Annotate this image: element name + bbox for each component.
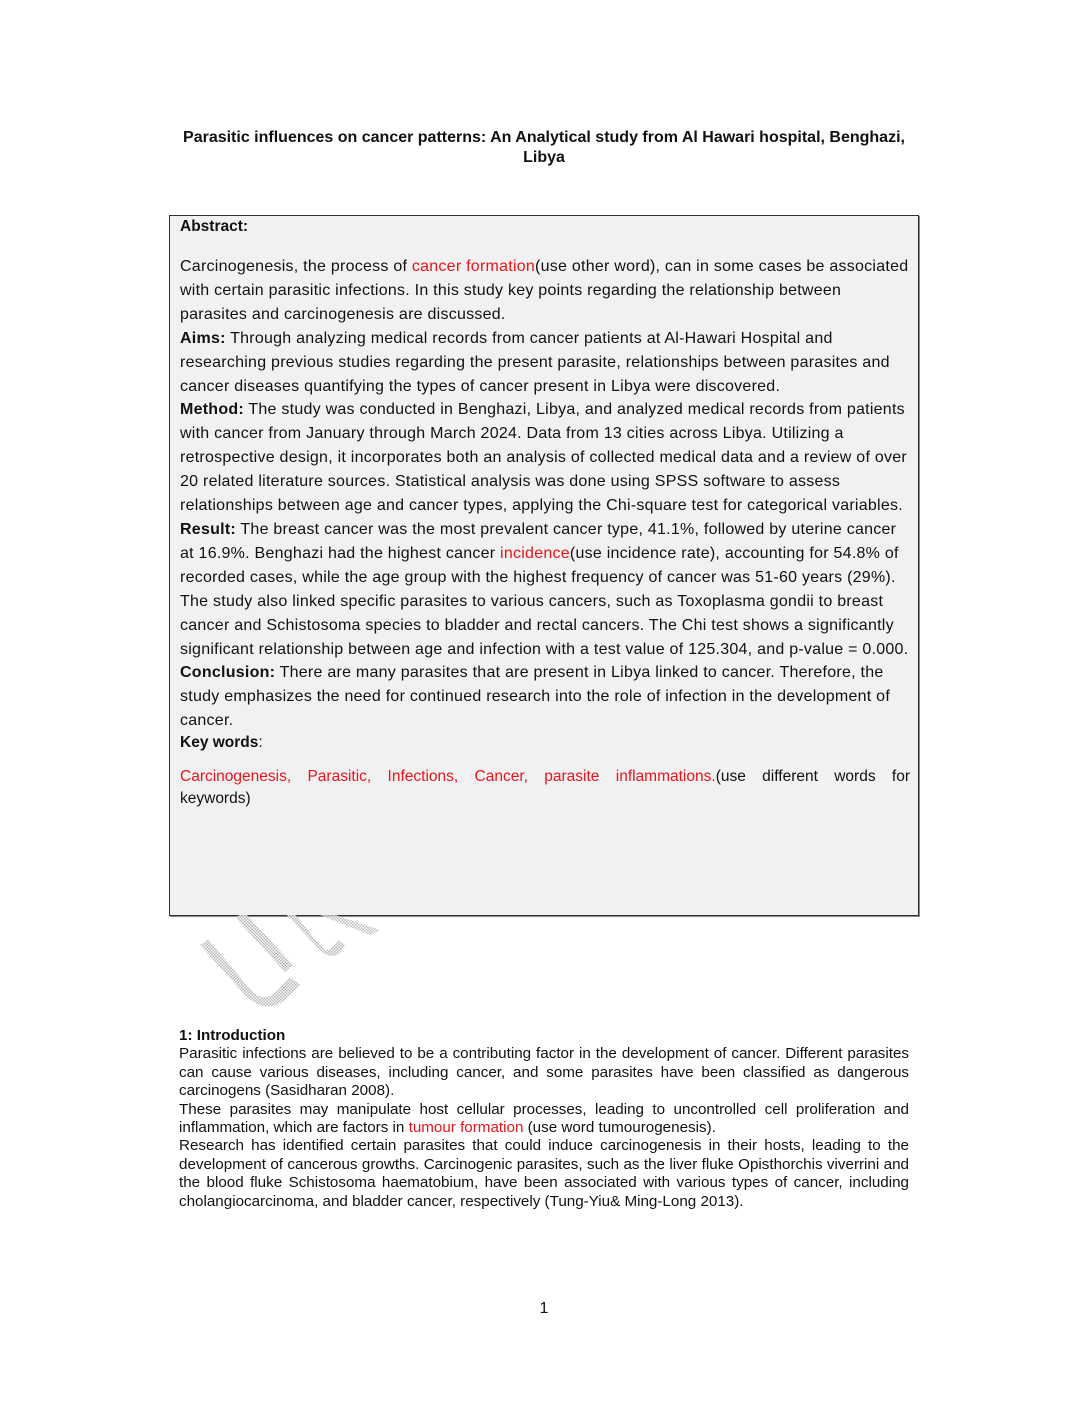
keywords-label: Key words (180, 734, 259, 752)
method-label: Method: (180, 401, 244, 419)
abstract-box (169, 215, 919, 916)
keywords-list: Carcinogenesis, Parasitic, Infections, Cancer, parasite inflammations. (180, 768, 716, 786)
text: The breast cancer was the most prevalent cancer type, 41.1%, followed by uterine cancer at 16.9%. Benghazi had the highest cancer (180, 520, 897, 562)
text: Carcinogenesis, the process of (180, 258, 412, 275)
keywords-heading (180, 733, 910, 753)
result-label: Result: (180, 520, 236, 538)
abstract-intro (180, 255, 910, 327)
abstract-heading: Abstract: (180, 218, 249, 235)
abstract-result (180, 518, 910, 661)
text: (use incidence rate), accounting for 54.8% of recorded cases, while the age group with the highest frequency of cancer was 51-60 years (29%). The study also linked specific parasites to various cancers, such as Toxoplasma gondii to breast cancer and Schistosoma species to bladder and rectal cancers. The Chi test shows a significantly significant relationship between age and infection with a test value of 125.304, and p-value = 0.000. (180, 544, 909, 658)
text: The study was conducted in Benghazi, Libya, and analyzed medical records from patients with cancer from January through March 2024. Data from 13 cities across Libya. Utilizing a retrospective design, it incorporates both an analysis of collected medical data and a review of over 20 related literature sources. Statistical analysis was done using SPSS software to assess relationships between age and cancer types, applying the Chi-square test for categorical variables. (180, 401, 907, 515)
introduction-section (179, 1027, 909, 1211)
abstract-conclusion (180, 661, 910, 733)
introduction-heading: 1: Introduction (179, 1027, 286, 1044)
text: (use word tumourogenesis). (523, 1119, 716, 1137)
watermark-logo (190, 915, 390, 1015)
highlighted-text: tumour formation (408, 1119, 524, 1137)
page-number: 1 (539, 1300, 549, 1317)
text: These parasites may manipulate host cellular processes, leading to uncontrolled cell proliferation and inflammation, which are factors in (179, 1100, 909, 1137)
conclusion-label: Conclusion: (180, 664, 276, 682)
highlighted-text: cancer formation (411, 258, 536, 275)
abstract-aims (180, 327, 910, 399)
keywords-note: (use different words for keywords) (180, 768, 910, 808)
aims-label: Aims: (180, 329, 226, 347)
text: Through analyzing medical records from cancer patients at Al-Hawari Hospital and researching previous studies regarding the present parasite, relationships between parasites and cancer diseases quantifying the types of cancer present in Libya were discovered. (180, 329, 890, 395)
text: There are many parasites that are present in Libya linked to cancer. Therefore, the study emphasizes the need for continued research into the role of infection in the development of cancer. (180, 664, 891, 730)
highlighted-text: incidence (500, 544, 570, 562)
intro-paragraph: Research has identified certain parasites that could induce carcinogenesis in their hosts, leading to the development of cancerous growths. Carcinogenic parasites, such as the liver fluke Opisthorchis viverrini and the blood fluke Schistosoma haematobium, have been associated with various types of cancer, including cholangiocarcinoma, and bladder cancer, respectively (Tung-Yiu& Ming-Long 2013). (179, 1137, 909, 1210)
abstract-body (180, 255, 910, 733)
intro-paragraph (179, 1101, 909, 1138)
abstract-method (180, 398, 910, 518)
paper-title: Parasitic influences on cancer patterns: An Analytical study from Al Hawari hospital, Benghazi, Libya (183, 129, 905, 166)
text: : (258, 734, 263, 752)
text: (use other word), can in some cases be associated with certain parasitic infections. In this study key points regarding the relationship between parasites and carcinogenesis are discussed. (180, 258, 909, 323)
keywords (180, 766, 910, 810)
intro-paragraph: Parasitic infections are believed to be a contributing factor in the development of cancer. Different parasites can cause various diseases, including cancer, and some parasites have been classified as dangerous carcinogens (Sasidharan 2008). (179, 1045, 909, 1100)
